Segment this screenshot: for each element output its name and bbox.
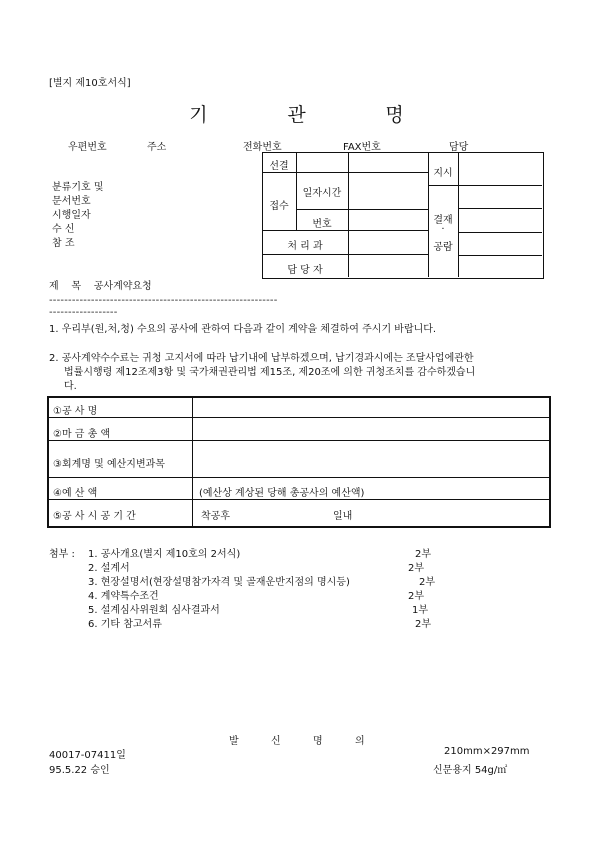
paper-size: 210mm×297mm — [444, 746, 530, 757]
paper-type: 신문용지 54g/㎡ — [433, 765, 508, 776]
divider-dashes-1: ------------------------------------------------------------ — [49, 295, 278, 306]
phone-label: 전화번호 — [243, 142, 282, 153]
table-row-label: ④예 산 액 — [53, 488, 98, 499]
approval-label: 결재 — [433, 215, 453, 226]
form-code: 40017-07411일 — [49, 750, 126, 761]
attachment-count: 2부 — [415, 549, 432, 560]
receipt-label: 접수 — [269, 201, 289, 212]
enforcement-date-label: 시행일자 — [52, 210, 91, 221]
approval-date: 95.5.22 승인 — [49, 765, 110, 776]
recipient-label: 수 신 — [52, 224, 75, 235]
paragraph-2-line-3: 다. — [64, 381, 77, 392]
sender-char-3: 명 — [313, 736, 323, 747]
sender-char-1: 발 — [229, 736, 239, 747]
pre-decision-label: 선결 — [269, 161, 289, 172]
address-label: 주소 — [147, 142, 167, 153]
table-row-label: ①공 사 명 — [53, 406, 98, 417]
processing-dept-label: 처 리 과 — [287, 241, 323, 252]
paragraph-2-line-2: 법률시행령 제12조제3항 및 국가채권관리법 제15조, 제20조에 의한 귀청조치를 감수하겠습니 — [64, 367, 476, 378]
attachment-count: 1부 — [412, 605, 429, 616]
attachment-count: 2부 — [408, 591, 425, 602]
receipt-number-label: 번호 — [312, 219, 332, 230]
instruction-label: 지시 — [433, 168, 453, 179]
reference-label: 참 조 — [52, 238, 75, 249]
page-title — [0, 100, 595, 127]
attachment-item: 1. 공사개요(별지 제10호의 2서식) — [88, 549, 241, 560]
title-char-3: 명 — [385, 104, 406, 126]
period-days-label: 일내 — [333, 511, 353, 522]
subject-line: 제 목 공사계약요청 — [49, 281, 152, 292]
form-number-label: [별지 제10호서식] — [49, 78, 131, 89]
attachment-item: 5. 설계심사위원회 심사결과서 — [88, 605, 220, 616]
date-time-label: 일자시간 — [302, 188, 342, 199]
attachment-item: 6. 기타 참고서류 — [88, 619, 162, 630]
sender-char-4: 의 — [355, 736, 365, 747]
paragraph-1: 1. 우리부(원,처,청) 수요의 공사에 관하여 다음과 같이 계약을 체결하여 주시기 바랍니다. — [49, 324, 437, 335]
attachment-count: 2부 — [419, 577, 436, 588]
review-label: 공람 — [433, 242, 453, 253]
budget-note: (예산상 계상된 당해 총공사의 예산액) — [199, 488, 365, 499]
attachment-item: 2. 설계서 — [88, 563, 130, 574]
table-row-label: ③회계명 및 예산지변과목 — [53, 459, 165, 470]
title-char-1: 기 — [189, 104, 210, 126]
attachment-count: 2부 — [408, 563, 425, 574]
attachment-item: 4. 계약특수조건 — [88, 591, 159, 602]
table-row-label: ⑤공 사 시 공 기 간 — [53, 511, 136, 522]
doc-number-label-2: 문서번호 — [52, 196, 91, 207]
manager-label: 담당 — [449, 142, 469, 153]
paragraph-2-line-1: 2. 공사계약수수료는 귀청 고지서에 따라 납기내에 납부하겠으며, 납기경과시에는 조달사업에관한 — [49, 353, 474, 364]
attachment-count: 2부 — [415, 619, 432, 630]
attachments-prefix: 첨부 : — [49, 549, 75, 560]
doc-number-label-1: 분류기호 및 — [52, 182, 104, 193]
table-row-label: ②마 금 총 액 — [53, 429, 111, 440]
person-in-charge-label: 담 당 자 — [287, 265, 323, 276]
contract-info-table — [47, 396, 551, 528]
title-char-2: 관 — [287, 104, 308, 126]
approval-dot: · — [441, 224, 445, 235]
divider-dashes-2: ------------------ — [49, 307, 118, 318]
zip-label: 우편번호 — [68, 142, 107, 153]
sender-char-2: 신 — [271, 736, 281, 747]
attachment-item: 3. 현장설명서(현장설명참가자격 및 골재운반지점의 명시등) — [88, 577, 350, 588]
period-start-label: 착공후 — [201, 511, 230, 522]
fax-label: FAX번호 — [343, 142, 381, 153]
